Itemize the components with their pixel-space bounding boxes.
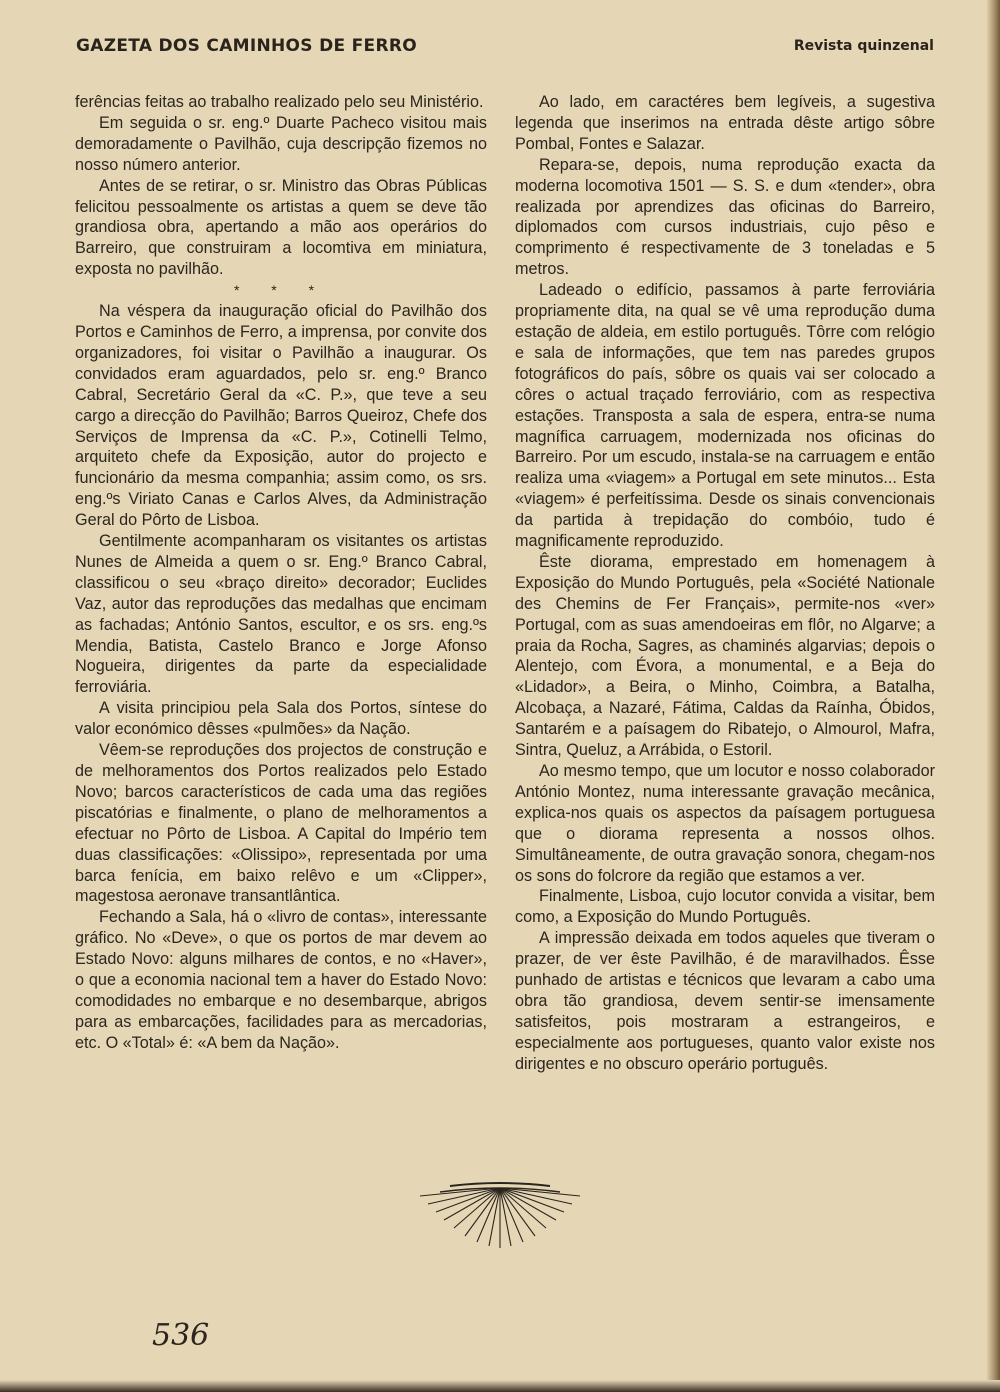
paragraph: Vêem-se reproduções dos projectos de construção e de melhoramentos dos Portos realizados pelo Estado Novo; barcos característicos de cada uma das regiões piscatórias e finalmente, o plano de melhoramentos a efectuar no Pôrto de Lisboa. A Capital do Império tem duas classificações: «Olissipo», representada por uma barca fenícia, em baixo relêvo e um «Clipper», magestosa aeronave transantlântica. [75, 741, 487, 906]
paragraph: Repara-se, depois, numa reprodução exacta da moderna locomotiva 1501 — S. S. e dum «tender», obra realizada por aprendizes das oficinas do Barreiro, diplomados com cursos industriais, cujo pêso e comprimento é respectivamente de 3 toneladas e 5 metros. [515, 155, 935, 279]
right-column [515, 92, 935, 1075]
fan-ornament-icon [410, 1182, 590, 1252]
paragraph: Finalmente, Lisboa, cujo locutor convida a visitar, bem como, a Exposição do Mundo Português. [515, 887, 935, 927]
paragraph: Ao mesmo tempo, que um locutor e nosso colaborador António Montez, numa interessante gravação mecânica, explica-nos quais os aspectos da paísagem portuguesa que o diorama representa a nossos olhos. Simultâneamente, de outra gravação sonora, chegam-nos os sons do folcrore da região que estamos a ver. [515, 762, 935, 885]
paragraph: Na véspera da inauguração oficial do Pavilhão dos Portos e Caminhos de Ferro, a imprensa, por convite dos organizadores, foi visitar o Pavilhão a inaugurar. Os convidados eram aguardados, pelo sr. eng.º Branco Cabral, Secretário Geral da «C. P.», que teve a seu cargo a direcção do Pavilhão; Barros Queiroz, Chefe dos Serviços de Imprensa da «C. P.», Cotinelli Telmo, arquiteto chefe da Exposição, autor do projecto e funcionário da mesma companhia; assim como, os srs. eng.ºs Viriato Canas e Carlos Alves, da Administração Geral do Pôrto de Lisboa. [75, 302, 487, 530]
paragraph: A visita principiou pela Sala dos Portos, síntese do valor económico dêsses «pulmões» da Nação. [75, 699, 487, 739]
paragraph: Fechando a Sala, há o «livro de contas», interessante gráfico. No «Deve», o que os portos de mar devem ao Estado Novo: alguns milhares de contos, e no «Haver», o que a economia nacional tem a haver do Estado Novo: comodidades no embarque e no desembarque, abrigos para as embarcações, facilidades para as mercadorias, etc. O «Total» é: «A bem da Nação». [75, 908, 487, 1052]
paragraph: Ao lado, em caractéres bem legíveis, a sugestiva legenda que inserimos na entrada dêste artigo sôbre Pombal, Fontes e Salazar. [515, 93, 935, 153]
paragraph: Em seguida o sr. eng.º Duarte Pacheco visitou mais demoradamente o Pavilhão, cuja descripção fizemos no nosso número anterior. [75, 113, 487, 174]
paragraph: Êste diorama, emprestado em homenagem à Exposição do Mundo Português, pela «Société Nationale des Chemins de Fer Français», permite-nos «ver» Portugal, com as suas amendoeiras em flôr, no Algarve; a praia da Rocha, Sagres, as chaminés algarvias; depois o Alentejo, com Évora, a monumental, e a Beja do «Lidador», a Beira, o Minho, Coimbra, a Batalha, Alcobaça, a Nazaré, Fátima, Caldas da Raínha, Óbidos, Santarém e a paísagem do Ribatejo, o Almourol, Mafra, Sintra, Queluz, a Arrábida, o Estoril. [515, 552, 935, 760]
journal-title: GAZETA DOS CAMINHOS DE FERRO [76, 36, 417, 56]
page-bottom-shadow [0, 1380, 1000, 1392]
paragraph: ferências feitas ao trabalho realizado pelo seu Ministério. [75, 93, 484, 111]
paragraph: Antes de se retirar, o sr. Ministro das Obras Públicas felicitou pessoalmente os artistas a quem se deve tão grandiosa obra, apertando a mão aos operários do Barreiro, que construiram a locomtiva em miniatura, exposta no pavilhão. [75, 176, 487, 279]
page-edge-shadow [986, 0, 1000, 1392]
paragraph: Gentilmente acompanharam os visitantes os artistas Nunes de Almeida a quem o sr. Eng.º Branco Cabral, classificou o seu «braço direito» decorador; Euclides Vaz, autor das reproduções das medalhas que encimam as fachadas; António Santos, escultor, e os srs. eng.ºs Mendia, Batista, Castelo Branco e Jorge Afonso Nogueira, dirigentes da parte da especialidade ferroviária. [75, 532, 487, 697]
page-number: 536 [152, 1318, 210, 1353]
section-separator: * * * [233, 282, 329, 299]
journal-subtitle: Revista quinzenal [793, 38, 934, 54]
left-column [75, 92, 487, 1054]
paragraph: A impressão deixada em todos aqueles que tiveram o prazer, de ver êste Pavilhão, é de maravilhados. Êsse punhado de artistas e técnicos que levaram a cabo uma obra tão grandiosa, devem sentir-se imensamente satisfeitos, pois mostraram a estrangeiros, e especialmente aos portugueses, quanto valor existe nos dirigentes e no obscuro operário português. [515, 929, 935, 1073]
paragraph: Ladeado o edifício, passamos à parte ferroviária propriamente dita, na qual se vê uma reprodução duma estação de aldeia, em estilo português. Tôrre com relógio e sala de informações, que tem nas paredes grupos fotográficos do país, sôbre os quais vai ser colocado a côres o actual traçado ferroviário, com as respectiva estações. Transposta a sala de espera, entra-se numa magnífica carruagem, modernizada nos oficinas do Barreiro. Por um escudo, instala-se na carruagem e então realiza uma «viagem» a Portugal em sete minutos... Esta «viagem» é perfeitíssima. Desde os sinais convencionais da partida à trepidação do combóio, tudo é magnificamente reproduzido. [515, 281, 935, 551]
